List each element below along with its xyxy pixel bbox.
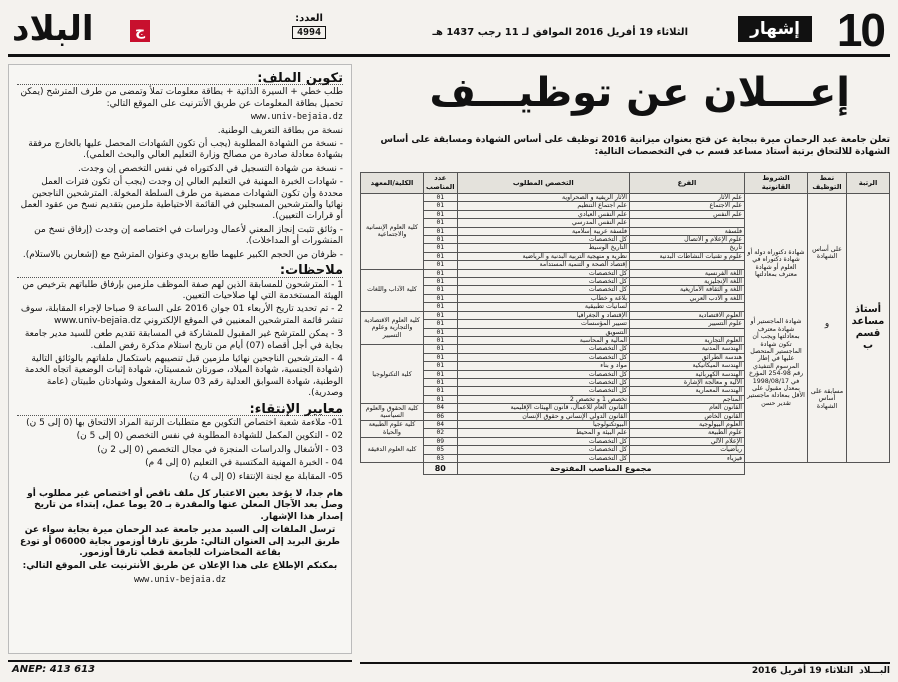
spec-cell: كل التخصصات <box>457 286 629 294</box>
count-cell: 01 <box>424 311 458 319</box>
spec-cell: كل التخصصات <box>457 378 629 386</box>
file-item: - نسخة من شهادة التسجيل في الدكتوراه في نفس التخصص إن وجدت. <box>77 163 343 174</box>
note-item: 2 - تم تحديد تاريخ الأربعاء 01 جوان 2016 على الساعة 9 صباحا لإجراء المقابلة، سوف تنشر قائمة المترشحين المعنيين في الموقع الإلكتروني www.univ-bejaia.dz <box>20 304 343 326</box>
branch-cell: الهندسة الكهربائية <box>630 370 745 378</box>
branch-cell: علم الاجتماع <box>630 202 745 210</box>
footer-date: الثلاثاء 19 أفريل 2016 <box>751 666 854 676</box>
branch-cell: تاريخ <box>630 244 745 252</box>
count-cell: 01 <box>424 294 458 302</box>
branch-cell <box>630 261 745 269</box>
faculty-cell: كلية التكنولوجيا <box>361 345 424 404</box>
site-link[interactable]: www.univ-bejaia.dz <box>250 112 343 123</box>
count-cell: 01 <box>424 261 458 269</box>
mode-1: على أساس الشهادة <box>812 245 842 261</box>
spec-cell: لسانيات تطبيقية <box>457 303 629 311</box>
branch-cell: العلوم التجارية <box>630 336 745 344</box>
file-item: طلب خطي + السيرة الذاتية + بطاقة معلومات تملأ وتمضى من طرف المترشح (يمكن تحميل بطاقة المعلومات عن طريق الأنترنيت على الموقع التالي: <box>20 87 343 109</box>
file-item: - شهادات الخبرة المهنية في التعليم العالي إن وجدت (يجب أن تكون فترات العمل محددة وأن تكون الشهادات ممضية من طرف السلطة المخولة. المترشحين الناجحين نهائيا والمترشحين المسجلين في القائمة الاحتياطية ملزمين بتقديم نسخ من عقود العمل أو قرارات التعيين). <box>20 177 343 222</box>
count-cell: 01 <box>424 269 458 277</box>
faculty-cell: كلية علوم الطبيعة والحياة <box>361 420 424 437</box>
spec-cell: القانون العام للأعمال، قانون الهيئات الإقليمية <box>457 404 629 412</box>
spec-cell: كل التخصصات <box>457 370 629 378</box>
count-cell: 01 <box>424 202 458 210</box>
spec-cell: كل التخصصات <box>457 446 629 454</box>
positions-table <box>360 172 890 475</box>
count-cell: 01 <box>424 345 458 353</box>
count-cell: 01 <box>424 328 458 336</box>
count-cell: 01 <box>424 387 458 395</box>
spec-cell: البيوتكنولوجيا <box>457 420 629 428</box>
rank-cell: أستاذ مساعد قسم ب <box>847 194 890 463</box>
col-count: عدد المناصب <box>424 173 458 194</box>
branch-cell: الآلية و معالجة الإشارة <box>630 378 745 386</box>
count-cell: 01 <box>424 286 458 294</box>
criteria-item: 02 - التكوين المكمل للشهادة المطلوبة في نفس التخصص (0 إلى 5 ن) <box>76 431 343 442</box>
branch-cell <box>630 219 745 227</box>
criteria-item: 01- ملاءمة شعبة اختصاص التكوين مع متطلبات الرتبة المراد الالتحاق بها (0 إلى 5 ن) <box>26 417 343 428</box>
spec-cell: علم النفس المدرسي <box>457 219 629 227</box>
announcement-title: إعـــلان عن توظيـــف <box>429 70 850 116</box>
spec-cell: علم اجتماع التنظيم <box>457 202 629 210</box>
count-cell: 01 <box>424 378 458 386</box>
issue-box <box>292 12 326 40</box>
mode-2: مسابقة على أساس الشهادة <box>810 388 844 410</box>
branch-cell: اللغة و الثقافة الأمازيغية <box>630 286 745 294</box>
faculty-cell: كلية العلوم الاقتصادية والتجارية وعلوم التسيير <box>361 311 424 345</box>
file-item: - ظرفان من الحجم الكبير عليهما طابع بريدي وعنوان المترشح مع (إشعارين بالاستلام). <box>22 249 343 260</box>
count-cell: 09 <box>424 437 458 445</box>
count-cell: 01 <box>424 320 458 328</box>
branch-cell: العلوم الاقتصادية <box>630 311 745 319</box>
total-count: 80 <box>424 463 458 475</box>
count-cell: 01 <box>424 303 458 311</box>
spec-cell: كل التخصصات <box>457 236 629 244</box>
count-cell: 01 <box>424 244 458 252</box>
branch-cell: الهندسة الميكانيكية <box>630 362 745 370</box>
count-cell: 01 <box>424 219 458 227</box>
count-cell: 03 <box>424 454 458 462</box>
branch-cell: علوم و تقنيات النشاطات البدنية <box>630 252 745 260</box>
announcement-area <box>360 64 890 660</box>
spec-cell: كل التخصصات <box>457 387 629 395</box>
spec-cell: علم البيئة و المحيط <box>457 429 629 437</box>
count-cell: 01 <box>424 336 458 344</box>
page-number: 10 <box>836 4 884 56</box>
spec-cell: المالية و المحاسبة <box>457 336 629 344</box>
faculty-cell: كلية الآداب واللغات <box>361 269 424 311</box>
newspaper-logo: البلاد <box>12 9 94 49</box>
count-cell: 01 <box>424 210 458 218</box>
branch-cell: الهندسة المعمارية <box>630 387 745 395</box>
condition-2: شهادة الماجستير أو شهادة معترف بمعادلتها ويجب أن تكون شهادة الماجستير المتحصل عليها في إطار المرسوم التنفيذي رقم 98-254 المؤرخ في 1998/08/17 بمعدل مقبول على الأقل بمعادلة ماجستير تقدير حسن <box>747 318 805 407</box>
spec-cell: مواد و بناء <box>457 362 629 370</box>
branch-cell: رياضيات <box>630 446 745 454</box>
branch-cell: هندسة الطرائق <box>630 353 745 361</box>
closing-website-text: بمكنكم الإطلاع على هذا الإعلان عن طريق الأنترنيت على الموقع التالي: <box>22 561 338 572</box>
branch-cell: علوم الطبيعة <box>630 429 745 437</box>
count-cell: 01 <box>424 370 458 378</box>
branch-cell: اللغة الإنجليزية <box>630 278 745 286</box>
file-item: - وثائق تثبت إنجاز المعني لأعمال ودراسات في اختصاصه إن وجدت (إرفاق نسخ من المنشورات أو المداخلات). <box>34 224 343 247</box>
spec-cell: كل التخصصات <box>457 437 629 445</box>
total-label: مجموع المناصب المفتوحة <box>457 463 744 475</box>
spec-cell: تسيير المؤسسات <box>457 320 629 328</box>
masthead <box>8 6 890 57</box>
condition-1: شهادة دكتوراه دولة أو شهادة دكتوراه في العلوم أو شهادة معترف بمعادلتها <box>747 248 805 278</box>
col-conditions: الشروط القانونية <box>745 173 808 194</box>
criteria-item: 03 - الأشغال والدراسات المنجزة في مجال التخصص (0 إلى 2 ن) <box>97 444 343 455</box>
note-item: 1 - المترشحون للمسابقة الذين لهم صفة الموظف ملزمين بإرفاق طلباتهم بترخيص من الهيئة المستخدمة التي لها صلاحيات التعيين. <box>22 279 343 301</box>
spec-cell: كل التخصصات <box>457 454 629 462</box>
closing-address: ترسل الملفات إلى السيد مدير جامعة عبد الرحمان ميرة بجاية سواء عن طريق البريد إلى العنوان التالي: طريق تارقا أوزمور بجاية 06000 أو تودع بقاعة المحاضرات للجامعة قطب تارقا أوزمور. <box>19 525 341 559</box>
branch-cell: الهندسة المدنية <box>630 345 745 353</box>
branch-cell: اللغة الفرنسية <box>630 269 745 277</box>
conditions-cell <box>745 194 808 463</box>
faculty-cell: كلية الحقوق والعلوم السياسية <box>361 404 424 421</box>
col-branch: الفرع <box>630 173 745 194</box>
announcement-intro: تعلن جامعة عبد الرحمان ميرة ببجاية عن فتح بعنوان ميزانية 2016 توظيف على أساس الشهادة ومسابقة على أساس الشهادة للالتحاق برتبة أستاذ مساعد قسم ب في التخصصات التالية: <box>380 135 890 157</box>
col-faculty: الكلية/المعهد <box>361 173 424 194</box>
spec-cell: الآثار الريفية و الصحراوية <box>457 194 629 202</box>
col-rank: الرتبة <box>847 173 890 194</box>
count-cell: 01 <box>424 236 458 244</box>
branch-cell: العلوم البيولوجية <box>630 420 745 428</box>
branch-cell: الإعلام الآلي <box>630 437 745 445</box>
anep-code: ANEP: 413 613 <box>8 660 352 677</box>
count-cell: 04 <box>424 404 458 412</box>
spec-cell: كل التخصصات <box>457 345 629 353</box>
branch-cell: علوم الإعلام و الاتصال <box>630 236 745 244</box>
count-cell: 05 <box>424 446 458 454</box>
spec-cell: تخصص 1 و تخصص 2 <box>457 395 629 403</box>
file-title: تكوين الملف: <box>17 73 343 85</box>
criteria-title: معايير الإنتقاء: <box>17 404 343 416</box>
faculty-cell: كلية العلوم الإنسانية والاجتماعية <box>361 194 424 270</box>
note-item: 3 - يمكن للمترشح غير المقبول للمشاركة في المسابقة تقديم طعن للسيد مدير جامعة بجاية في أجل أقصاه (07) أيام من تاريخ استلام مذكرة رفض الملف. <box>24 329 343 351</box>
count-cell: 04 <box>424 420 458 428</box>
dateline: الثلاثاء 19 أفريل 2016 الموافق لـ 11 رجب 1437 هـ <box>432 27 688 38</box>
note-item: 4 - المترشحين الناجحين نهائيا ملزمين قبل تنصيبهم باستكمال ملفاتهم بالوثائق التالية (شهادة الجنسية، شهادة الميلاد، صورتان شمسيتان، شهادة إثبات الوضعية اتجاه الخدمة الوطنية، شهادة السوابق العدلية رقم 03 سارية المفعول وشهادتان طبيتان (عامة وصدرية). <box>24 353 343 399</box>
count-cell: 06 <box>424 412 458 420</box>
logo-mark: ج <box>130 20 150 42</box>
count-cell: 01 <box>424 395 458 403</box>
count-cell: 01 <box>424 227 458 235</box>
footer-brand: البـــلاد <box>859 666 890 676</box>
col-spec: التخصص المطلوب <box>457 173 629 194</box>
spec-cell: نظرية و منهجية التربية البدنية و الرياضية <box>457 252 629 260</box>
faculty-cell: كلية العلوم الدقيقة <box>361 437 424 462</box>
closing-site-link[interactable]: www.univ-bejaia.dz <box>133 574 227 585</box>
branch-cell: المناجم <box>630 395 745 403</box>
branch-cell: القانون العام <box>630 404 745 412</box>
count-cell: 01 <box>424 362 458 370</box>
file-item: - نسخة من الشهادة المطلوبة (يجب أن تكون الشهادات المحصل عليها بالخارج مرفقة بشهادة معادلة صادرة من مصالح وزارة التعليم العالي والبحث العلمي). <box>28 139 343 161</box>
col-mode: نمط التوظيف <box>808 173 847 194</box>
file-item: نسخة من بطاقة التعريف الوطنية. <box>217 125 343 136</box>
branch-cell: علم الآثار <box>630 194 745 202</box>
mode-cell <box>808 194 847 463</box>
count-cell: 01 <box>424 252 458 260</box>
count-cell: 01 <box>424 278 458 286</box>
spec-cell: التسويق <box>457 328 629 336</box>
branch-cell: القانون الخاص <box>630 412 745 420</box>
spec-cell: علم النفس العيادي <box>457 210 629 218</box>
count-cell: 01 <box>424 194 458 202</box>
branch-cell: فيزياء <box>630 454 745 462</box>
criteria-item: 05- المقابلة مع لجنة الإنتقاء (0 إلى 4 ن) <box>189 471 343 482</box>
spec-cell: القانون الدولي الإنساني و حقوق الإنسان <box>457 412 629 420</box>
spec-cell: التاريخ الوسيط <box>457 244 629 252</box>
spec-cell: إقتصاد الصحة و التنمية المستدامة <box>457 261 629 269</box>
branch-cell <box>630 328 745 336</box>
spec-cell: فلسفة عربية إسلامية <box>457 227 629 235</box>
spec-cell: كل التخصصات <box>457 269 629 277</box>
closing-notice: هام جدا، لا يؤخذ بعين الاعتبار كل ملف ناقص أو اختصاص غير مطلوب أو وصل بعد الآجال المعلن عنها والمقدرة بـ 20 يوما عمل، إبتداء من تاريخ إصدار هذا الإشهار. <box>27 489 343 522</box>
branch-cell: علم النفس <box>630 210 745 218</box>
page-footer <box>360 662 890 676</box>
spec-cell: كل التخصصات <box>457 353 629 361</box>
spec-cell: الإقتصاد و الجغرافيا <box>457 311 629 319</box>
branch-cell <box>630 303 745 311</box>
issue-number: 4994 <box>292 26 326 39</box>
spec-cell: بلاغة و خطاب <box>457 294 629 302</box>
mode-marker: و <box>824 318 830 329</box>
table-row <box>361 194 890 202</box>
branch-cell: اللغة و الأدب العربي <box>630 294 745 302</box>
section-label: إشهار <box>738 16 812 42</box>
criteria-item: 04 - الخبرة المهنية المكتسبة في التعليم (0 إلى 4 م) <box>145 458 343 469</box>
branch-cell: علوم التسيير <box>630 320 745 328</box>
issue-label: العدد: <box>295 13 323 24</box>
spec-cell: كل التخصصات <box>457 278 629 286</box>
branch-cell: فلسفة <box>630 227 745 235</box>
notes-title: ملاحظات: <box>17 265 343 277</box>
count-cell: 02 <box>424 429 458 437</box>
count-cell: 01 <box>424 353 458 361</box>
conditions-column <box>8 64 352 654</box>
